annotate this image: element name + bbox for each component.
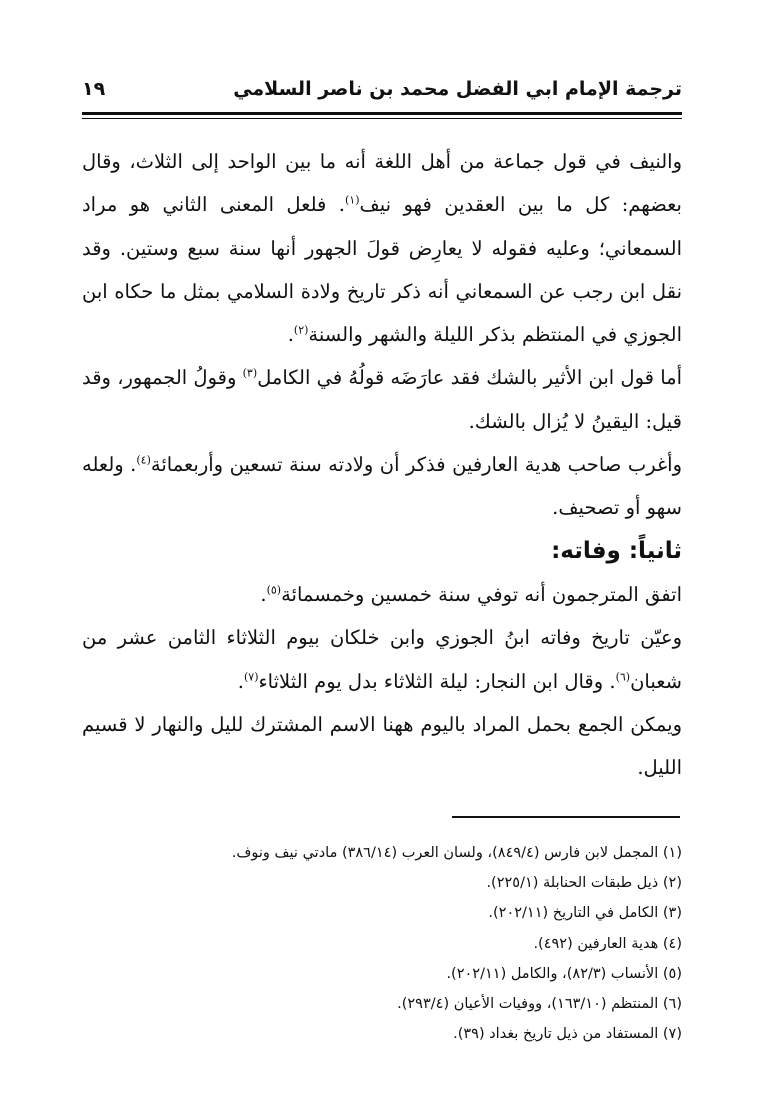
- footnote-ref: (١): [345, 193, 360, 207]
- footnote-ref: (٦): [615, 670, 631, 684]
- footnote: (٣) الكامل في التاريخ (٢٠٢/١١).: [488, 905, 682, 922]
- paragraph: وأغرب صاحب هدية العارفين فذكر أن ولادته سنة تسعين وأربعمائة$^{(٤)}$. ولعله سهو أو تصحيف.: [82, 453, 682, 520]
- paragraph: أما قول ابن الأثير بالشك فقد عارَضَه قولُهُ في الكامل$^{(٣)}$ وقولُ الجمهور، وقد قيل: اليقينُ لا يُزال بالشك.: [82, 366, 682, 433]
- header-rule-thin: [82, 118, 682, 119]
- footnote-ref: (٣): [242, 366, 258, 380]
- footnote: (٢) ذيل طبقات الحنابلة (٢٢٥/١).: [486, 875, 682, 892]
- footnote-ref: (٧): [244, 670, 259, 684]
- main-text: [82, 140, 682, 789]
- footnote: (٤) هدية العارفين (٤٩٢).: [533, 935, 682, 952]
- running-header: [82, 72, 682, 112]
- paragraph: اتفق المترجمون أنه توفي سنة خمسين وخمسمائة$^{(٥)}$.: [260, 582, 682, 606]
- footnote-ref: (٥): [266, 583, 282, 597]
- footnotes: [82, 838, 682, 1049]
- paragraph: وعيّن تاريخ وفاته ابنُ الجوزي وابن خلكان بيوم الثلاثاء الثامن عشر من شعبان$^{(٦)}$. وقال ابن النجار: ليلة الثلاثاء بدل يوم الثلاثاء$^{(٧)}$.: [82, 626, 682, 693]
- footnote-ref: (٢): [293, 323, 309, 337]
- paragraph: والنيف في قول جماعة من أهل اللغة أنه ما بين الواحد إلى الثلاث، وقال بعضهم: كل ما بين العقدين فهو نيف$^{(١)}$. فلعل المعنى الثاني هو مراد السمعاني؛ وعليه فقوله لا يعارِض قولَ الجهور أنها سنة سبع وستين. وقد نقل ابن رجب عن السمعاني أنه ذكر تاريخ ولادة السلامي بمثل ما حكاه ابن الجوزي في المنتظم بذكر الليلة والشهر والسنة$^{(٢)}$.: [82, 150, 682, 347]
- running-title: ترجمة الإمام ابي الفضل محمد بن ناصر السلامي: [233, 78, 682, 100]
- paragraph: ويمكن الجمع بحمل المراد باليوم ههنا الاسم المشترك لليل والنهار لا قسيم الليل.: [82, 712, 682, 780]
- footnote: (٥) الأنساب (٨٢/٣)، والكامل (٢٠٢/١١).: [446, 965, 682, 982]
- header-rule-thick: [82, 112, 682, 115]
- footnote: (٧) المستفاد من ذيل تاريخ بغداد (٣٩).: [453, 1026, 682, 1043]
- footnote-separator: [452, 816, 680, 818]
- section-heading: ثانياً: وفاته:: [551, 537, 682, 564]
- footnote: (٦) المنتظم (١٦٣/١٠)، ووفيات الأعيان (٢٩٣/٤).: [397, 996, 682, 1013]
- footnote-ref: (٤): [136, 453, 151, 467]
- footnote: (١) المجمل لابن فارس (٨٤٩/٤)، ولسان العرب (٣٨٦/١٤) مادتي نيف ونوف.: [231, 845, 682, 861]
- page-number: ١٩: [82, 78, 106, 100]
